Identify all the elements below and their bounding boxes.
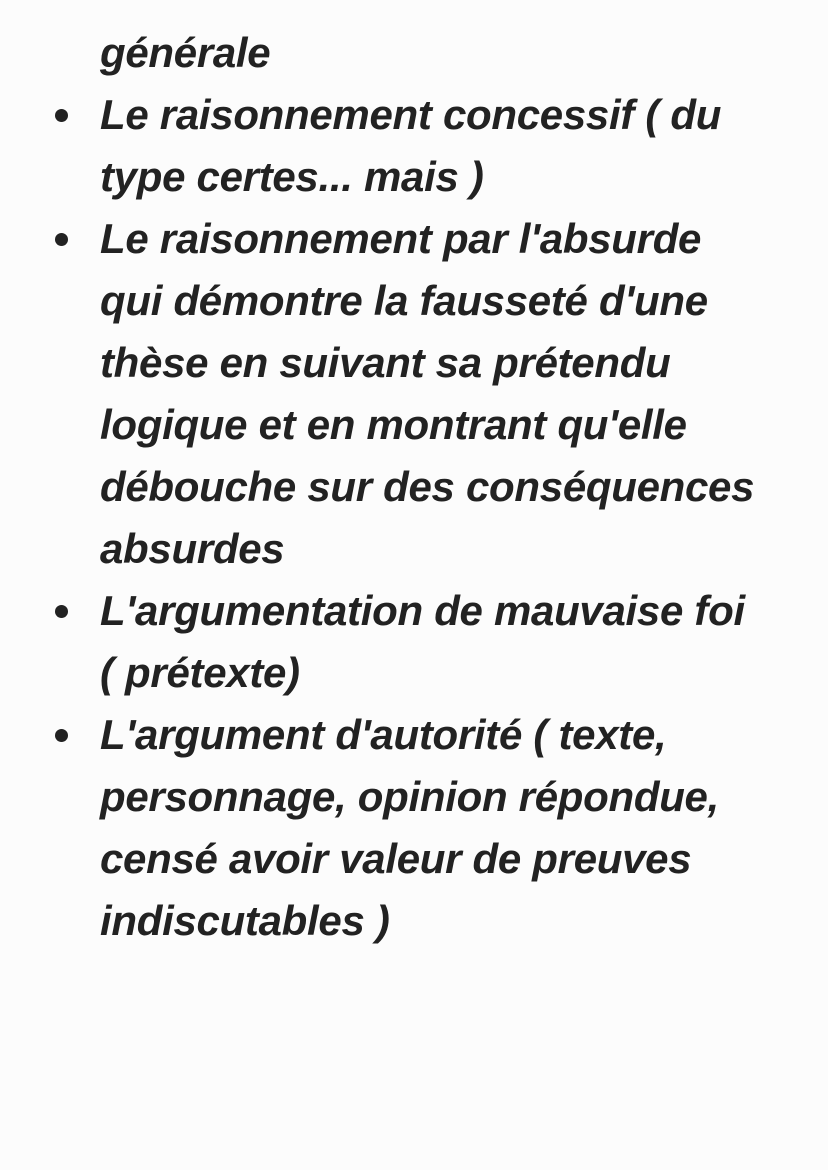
bullet-dot-icon [55, 729, 68, 742]
bullet-text: Le raisonnement par l'absurde qui démontre la fausseté d'une thèse en suivant sa prétendu logique et en montrant qu'elle débouche sur des conséquences absurdes [100, 215, 755, 572]
bullet-item-mauvaise-foi [0, 580, 800, 704]
bullet-text: Le raisonnement concessif ( du type certes... mais ) [100, 91, 722, 200]
continuation-text: générale [100, 29, 271, 76]
bullet-item-autorite [0, 704, 800, 952]
bullet-dot-icon [55, 605, 68, 618]
bullet-dot-icon [55, 233, 68, 246]
bullet-text: L'argument d'autorité ( texte, personnage, opinion répondue, censé avoir valeur de preuves indiscutables ) [100, 711, 719, 944]
bullet-list [0, 84, 800, 952]
bullet-item-absurde [0, 208, 800, 580]
bullet-text: L'argumentation de mauvaise foi ( prétexte) [100, 587, 745, 696]
bullet-dot-icon [55, 109, 68, 122]
bullet-item-concessif [0, 84, 800, 208]
